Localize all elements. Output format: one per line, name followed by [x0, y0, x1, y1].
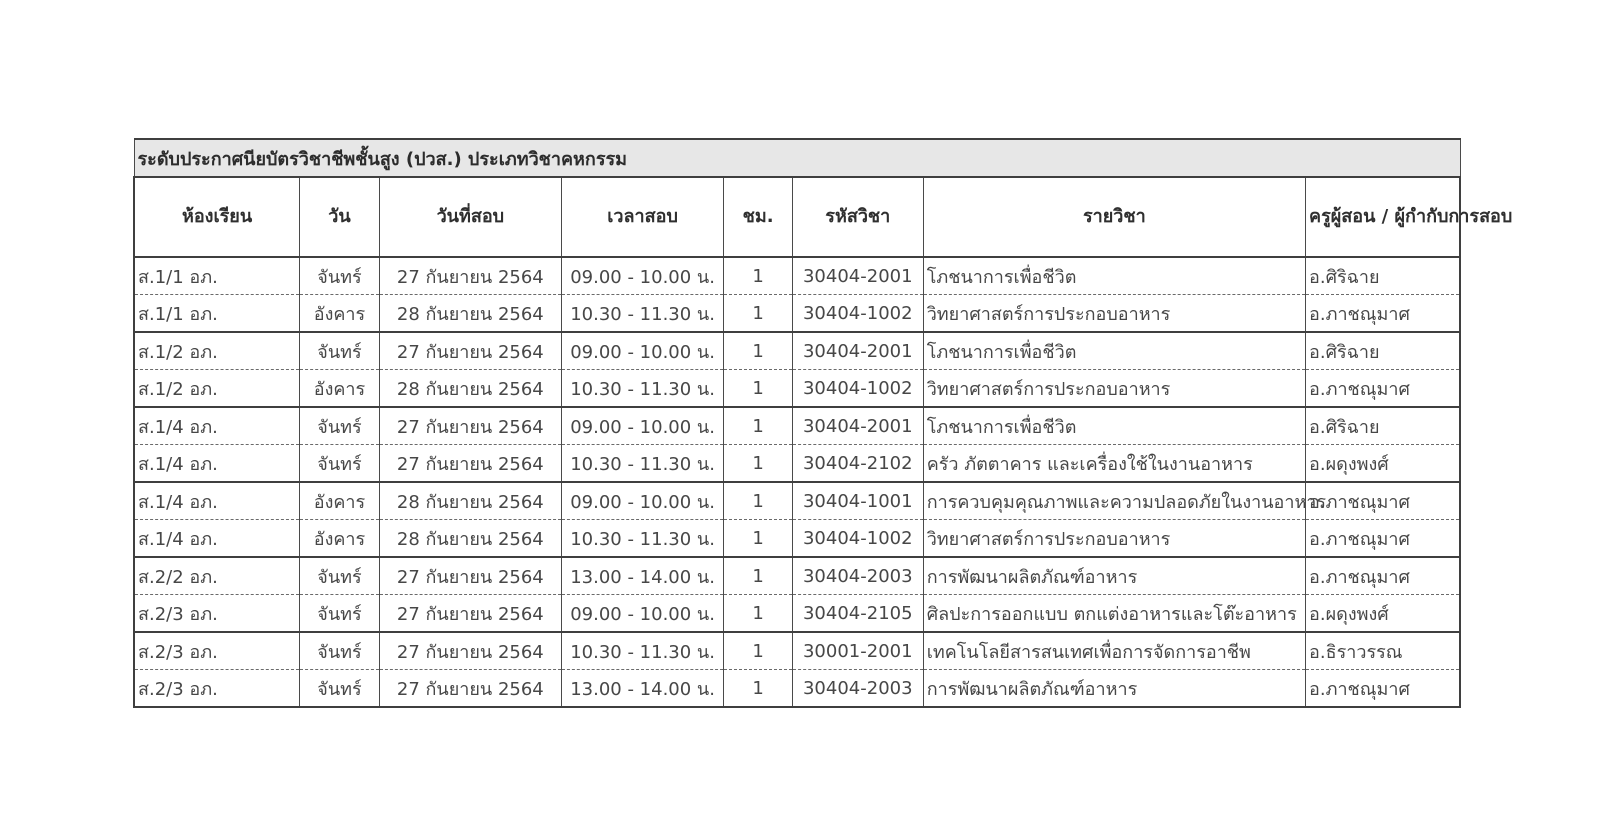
cell-code: 30404-2003 [792, 670, 923, 708]
header-teacher: ครูผู้สอน / ผู้กำกับการสอบ [1306, 177, 1460, 257]
cell-time: 10.30 - 11.30 น. [561, 370, 724, 408]
header-day: วัน [300, 177, 380, 257]
cell-day: จันทร์ [300, 670, 380, 708]
header-time: เวลาสอบ [561, 177, 724, 257]
table-row [134, 445, 1460, 483]
cell-room: ส.2/3 อภ. [134, 632, 300, 670]
cell-day: จันทร์ [300, 407, 380, 445]
cell-teacher: อ.ผดุงพงศ์ [1306, 595, 1460, 633]
cell-time: 09.00 - 10.00 น. [561, 595, 724, 633]
cell-subject: เทคโนโลยีสารสนเทศเพื่อการจัดการอาชีพ [923, 632, 1305, 670]
table-row [134, 632, 1460, 670]
cell-date: 27 กันยายน 2564 [379, 670, 561, 708]
cell-day: อังคาร [300, 520, 380, 558]
table-row [134, 332, 1460, 370]
cell-room: ส.1/1 อภ. [134, 257, 300, 295]
cell-subject: โภชนาการเพื่อชีวิต [923, 257, 1305, 295]
cell-day: จันทร์ [300, 557, 380, 595]
exam-schedule-sheet [133, 138, 1513, 708]
cell-subject: การพัฒนาผลิตภัณฑ์อาหาร [923, 670, 1305, 708]
cell-day: จันทร์ [300, 445, 380, 483]
cell-date: 27 กันยายน 2564 [379, 332, 561, 370]
cell-teacher: อ.ศิริฉาย [1306, 257, 1460, 295]
cell-subject: ครัว ภัตตาคาร และเครื่องใช้ในงานอาหาร [923, 445, 1305, 483]
cell-code: 30404-2102 [792, 445, 923, 483]
cell-code: 30404-1001 [792, 482, 923, 520]
header-code: รหัสวิชา [792, 177, 923, 257]
cell-code: 30404-2003 [792, 557, 923, 595]
cell-teacher: อ.ผดุงพงศ์ [1306, 445, 1460, 483]
cell-time: 09.00 - 10.00 น. [561, 332, 724, 370]
header-room: ห้องเรียน [134, 177, 300, 257]
cell-date: 27 กันยายน 2564 [379, 595, 561, 633]
cell-date: 27 กันยายน 2564 [379, 407, 561, 445]
cell-date: 28 กันยายน 2564 [379, 520, 561, 558]
cell-day: จันทร์ [300, 595, 380, 633]
cell-date: 28 กันยายน 2564 [379, 370, 561, 408]
cell-code: 30404-1002 [792, 520, 923, 558]
cell-room: ส.2/3 อภ. [134, 670, 300, 708]
cell-hours: 1 [724, 632, 792, 670]
table-row [134, 482, 1460, 520]
cell-room: ส.1/4 อภ. [134, 482, 300, 520]
cell-teacher: อ.ภาชณุมาศ [1306, 520, 1460, 558]
cell-time: 09.00 - 10.00 น. [561, 407, 724, 445]
cell-subject: โภชนาการเพื่อชีวิต [923, 332, 1305, 370]
cell-code: 30404-2001 [792, 332, 923, 370]
header-hours: ชม. [724, 177, 792, 257]
cell-hours: 1 [724, 257, 792, 295]
cell-hours: 1 [724, 482, 792, 520]
cell-date: 28 กันยายน 2564 [379, 295, 561, 333]
exam-schedule-table [133, 138, 1513, 708]
cell-subject: การควบคุมคุณภาพและความปลอดภัยในงานอาหาร [923, 482, 1305, 520]
cell-subject: ศิลปะการออกแบบ ตกแต่งอาหารและโต๊ะอาหาร [923, 595, 1305, 633]
cell-code: 30404-2001 [792, 407, 923, 445]
cell-date: 27 กันยายน 2564 [379, 445, 561, 483]
cell-teacher: อ.ภาชณุมาศ [1306, 670, 1460, 708]
table-row [134, 257, 1460, 295]
table-title-row [134, 139, 1460, 177]
cell-room: ส.2/3 อภ. [134, 595, 300, 633]
header-row [134, 177, 1460, 257]
cell-teacher: อ.ภาชณุมาศ [1306, 482, 1460, 520]
cell-code: 30404-2001 [792, 257, 923, 295]
cell-room: ส.1/4 อภ. [134, 520, 300, 558]
cell-time: 10.30 - 11.30 น. [561, 520, 724, 558]
cell-time: 13.00 - 14.00 น. [561, 557, 724, 595]
cell-time: 09.00 - 10.00 น. [561, 482, 724, 520]
cell-date: 28 กันยายน 2564 [379, 482, 561, 520]
cell-day: อังคาร [300, 295, 380, 333]
table-row [134, 520, 1460, 558]
cell-teacher: อ.ภาชณุมาศ [1306, 370, 1460, 408]
cell-day: จันทร์ [300, 257, 380, 295]
cell-teacher: อ.ภาชณุมาศ [1306, 557, 1460, 595]
cell-teacher: อ.ศิริฉาย [1306, 407, 1460, 445]
cell-teacher: อ.ภาชณุมาศ [1306, 295, 1460, 333]
header-subject: รายวิชา [923, 177, 1305, 257]
table-row [134, 595, 1460, 633]
cell-hours: 1 [724, 595, 792, 633]
cell-code: 30404-1002 [792, 370, 923, 408]
cell-hours: 1 [724, 295, 792, 333]
cell-teacher: อ.ศิริฉาย [1306, 332, 1460, 370]
schedule-rows [134, 257, 1460, 707]
cell-subject: การพัฒนาผลิตภัณฑ์อาหาร [923, 557, 1305, 595]
cell-subject: วิทยาศาสตร์การประกอบอาหาร [923, 520, 1305, 558]
table-row [134, 670, 1460, 708]
cell-code: 30404-2105 [792, 595, 923, 633]
cell-time: 10.30 - 11.30 น. [561, 445, 724, 483]
cell-date: 27 กันยายน 2564 [379, 557, 561, 595]
table-row [134, 407, 1460, 445]
cell-room: ส.1/1 อภ. [134, 295, 300, 333]
cell-code: 30001-2001 [792, 632, 923, 670]
cell-code: 30404-1002 [792, 295, 923, 333]
table-row [134, 295, 1460, 333]
cell-hours: 1 [724, 670, 792, 708]
cell-time: 13.00 - 14.00 น. [561, 670, 724, 708]
cell-day: จันทร์ [300, 332, 380, 370]
cell-hours: 1 [724, 332, 792, 370]
cell-hours: 1 [724, 370, 792, 408]
table-title: ระดับประกาศนียบัตรวิชาชีพชั้นสูง (ปวส.) ประเภทวิชาคหกรรม [134, 139, 1460, 177]
cell-hours: 1 [724, 407, 792, 445]
cell-room: ส.1/4 อภ. [134, 445, 300, 483]
cell-day: อังคาร [300, 370, 380, 408]
cell-hours: 1 [724, 520, 792, 558]
cell-hours: 1 [724, 557, 792, 595]
cell-subject: วิทยาศาสตร์การประกอบอาหาร [923, 295, 1305, 333]
table-row [134, 557, 1460, 595]
cell-day: อังคาร [300, 482, 380, 520]
cell-time: 10.30 - 11.30 น. [561, 632, 724, 670]
table-row [134, 370, 1460, 408]
cell-time: 10.30 - 11.30 น. [561, 295, 724, 333]
cell-hours: 1 [724, 445, 792, 483]
header-date: วันที่สอบ [379, 177, 561, 257]
cell-subject: วิทยาศาสตร์การประกอบอาหาร [923, 370, 1305, 408]
cell-subject: โภชนาการเพื่อชีวิต [923, 407, 1305, 445]
cell-room: ส.1/2 อภ. [134, 370, 300, 408]
cell-day: จันทร์ [300, 632, 380, 670]
cell-date: 27 กันยายน 2564 [379, 632, 561, 670]
cell-room: ส.2/2 อภ. [134, 557, 300, 595]
cell-room: ส.1/4 อภ. [134, 407, 300, 445]
cell-time: 09.00 - 10.00 น. [561, 257, 724, 295]
cell-date: 27 กันยายน 2564 [379, 257, 561, 295]
cell-teacher: อ.ธิราวรรณ [1306, 632, 1460, 670]
cell-room: ส.1/2 อภ. [134, 332, 300, 370]
